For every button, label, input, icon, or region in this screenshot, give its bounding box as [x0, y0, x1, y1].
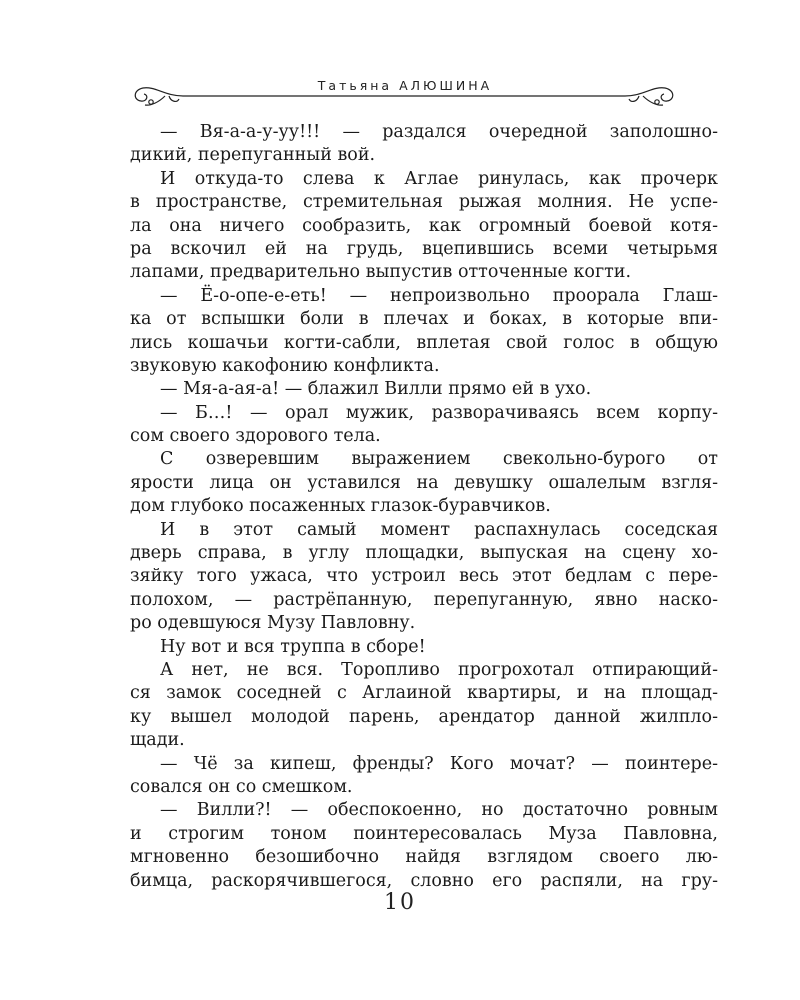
text-line: ку вышел молодой парень, арендатор данной жилпло- [130, 706, 718, 727]
text-line: — Б…! — орал мужик, разворачиваясь всем корпу- [160, 402, 718, 423]
text-line: ра вскочил ей на грудь, вцепившись всеми четырьмя [130, 238, 718, 259]
text-line: И откуда-то слева к Аглае ринулась, как прочерк [160, 168, 718, 189]
text-line: щади. [130, 730, 185, 751]
text-line: лись кошачьи когти-сабли, вплетая свой голос в общую [130, 332, 718, 353]
text-line: И в этот самый момент распахнулась соседская [160, 519, 718, 540]
text-line: — Вя-а-а-у-уу!!! — раздался очередной заполошно- [160, 122, 718, 142]
text-line: лапами, предварительно выпустив отточенные когти. [130, 262, 632, 283]
text-line: сом своего здорового тела. [130, 426, 381, 447]
text-line: — Ё-о-опе-е-еть! — непроизвольно проорала Глаш- [160, 285, 718, 306]
text-line: совался он со смешком. [130, 776, 353, 797]
text-line: полохом, — растрёпанную, перепуганную, явно наско- [130, 589, 718, 610]
text-line: бимца, раскорячившегося, словно его распяли, на гру- [130, 870, 718, 891]
text-line: ро одевшуюся Музу Павловну. [130, 613, 416, 634]
text-line: звуковую какофонию конфликта. [130, 355, 440, 376]
text-line: дикий, перепуганный вой. [130, 145, 376, 166]
text-line: — Вилли?! — обеспокоенно, но достаточно ровным [160, 800, 718, 821]
author-name: Татьяна АЛЮШИНА [317, 78, 493, 93]
text-line: — Мя-а-ая-а! — блажил Вилли прямо ей в ухо. [160, 379, 592, 400]
text-line: — Чё за кипеш, френды? Кого мочат? — поинтере- [160, 753, 718, 774]
running-header [125, 72, 685, 112]
text-line: зяйку того ужаса, что устроил весь этот бедлам с пере- [130, 566, 718, 587]
text-line: дом глубоко посаженных глазок-буравчиков. [130, 496, 551, 517]
text-line: и строгим тоном поинтересовалась Муза Павловна, [130, 823, 718, 844]
text-line: С озверевшим выражением свекольно-бурого от [160, 449, 718, 470]
text-line: А нет, не вся. Торопливо прогрохотал отпирающий- [160, 659, 718, 680]
page-number: 10 [384, 890, 416, 915]
text-line: дверь справа, в углу площадки, выпуская на сцену хо- [130, 543, 718, 564]
body-text [130, 121, 718, 893]
text-line: ся замок соседней с Аглаиной квартиры, и на площад- [130, 683, 718, 704]
text-line: в пространстве, стремительная рыжая молния. Не успе- [130, 192, 718, 213]
text-line: ярости лица он уставился на девушку ошалелым взгля- [130, 472, 718, 493]
text-line: ла она ничего сообразить, как огромный боевой котя- [130, 215, 718, 236]
text-line: Ну вот и вся труппа в сборе! [160, 636, 426, 657]
text-line: мгновенно безошибочно найдя взглядом своего лю- [130, 847, 718, 868]
text-line: ка от вспышки боли в плечах и боках, в которые впи- [130, 309, 718, 330]
